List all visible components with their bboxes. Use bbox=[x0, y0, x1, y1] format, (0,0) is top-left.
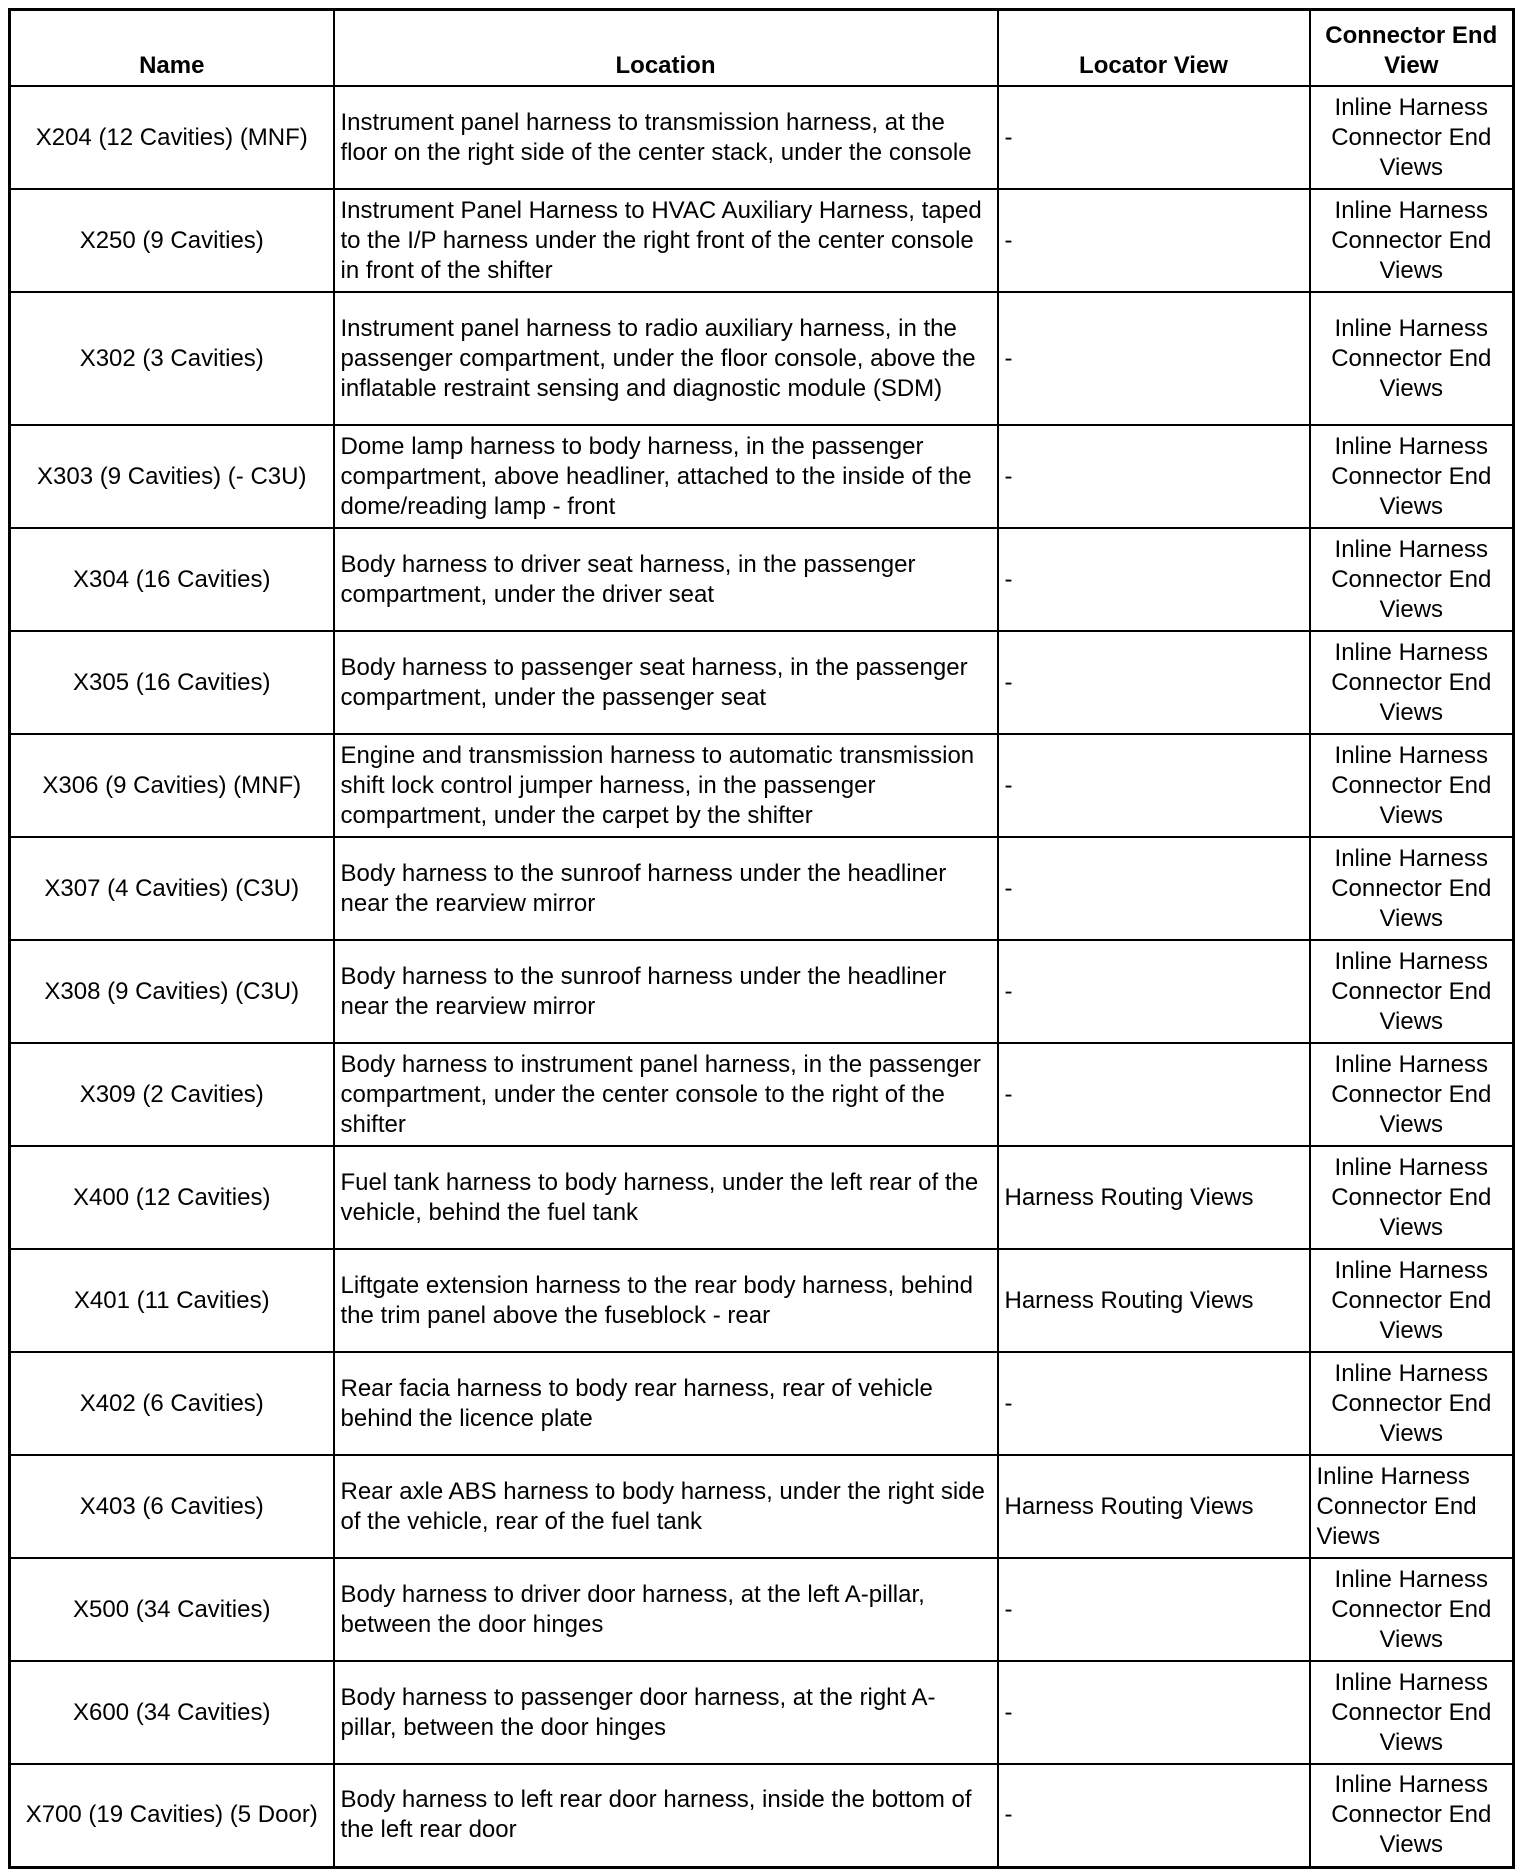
cell-name: X304 (16 Cavities) bbox=[10, 528, 334, 631]
cell-location: Body harness to the sunroof harness under the headliner near the rearview mirror bbox=[334, 940, 998, 1043]
cell-connector-end-view: Inline Harness Connector End Views bbox=[1310, 1558, 1514, 1661]
cell-locator-view: - bbox=[998, 1043, 1310, 1146]
cell-name: X204 (12 Cavities) (MNF) bbox=[10, 86, 334, 189]
cell-name: X309 (2 Cavities) bbox=[10, 1043, 334, 1146]
table-row bbox=[10, 292, 1514, 425]
connector-table bbox=[8, 8, 1515, 1869]
cell-name: X302 (3 Cavities) bbox=[10, 292, 334, 425]
cell-connector-end-view: Inline Harness Connector End Views bbox=[1310, 631, 1514, 734]
cell-location: Body harness to left rear door harness, inside the bottom of the left rear door bbox=[334, 1764, 998, 1867]
table-row bbox=[10, 734, 1514, 837]
cell-locator-view: - bbox=[998, 425, 1310, 528]
cell-connector-end-view: Inline Harness Connector End Views bbox=[1310, 528, 1514, 631]
cell-locator-view: - bbox=[998, 1558, 1310, 1661]
table-row bbox=[10, 86, 1514, 189]
cell-connector-end-view: Inline Harness Connector End Views bbox=[1310, 1146, 1514, 1249]
cell-location: Fuel tank harness to body harness, under the left rear of the vehicle, behind the fuel tank bbox=[334, 1146, 998, 1249]
table-row bbox=[10, 1764, 1514, 1867]
cell-connector-end-view: Inline Harness Connector End Views bbox=[1310, 1352, 1514, 1455]
cell-name: X305 (16 Cavities) bbox=[10, 631, 334, 734]
cell-location: Rear axle ABS harness to body harness, under the right side of the vehicle, rear of the fuel tank bbox=[334, 1455, 998, 1558]
cell-connector-end-view: Inline Harness Connector End Views bbox=[1310, 1661, 1514, 1764]
cell-locator-view: - bbox=[998, 734, 1310, 837]
cell-locator-view: - bbox=[998, 837, 1310, 940]
table-row bbox=[10, 1249, 1514, 1352]
cell-locator-view: - bbox=[998, 940, 1310, 1043]
cell-locator-view: - bbox=[998, 1661, 1310, 1764]
cell-name: X303 (9 Cavities) (- C3U) bbox=[10, 425, 334, 528]
header-row bbox=[10, 10, 1514, 87]
table-row bbox=[10, 1146, 1514, 1249]
cell-location: Body harness to driver seat harness, in the passenger compartment, under the driver seat bbox=[334, 528, 998, 631]
cell-location: Liftgate extension harness to the rear body harness, behind the trim panel above the fuseblock - rear bbox=[334, 1249, 998, 1352]
cell-locator-view: - bbox=[998, 631, 1310, 734]
cell-location: Body harness to passenger door harness, at the right A-pillar, between the door hinges bbox=[334, 1661, 998, 1764]
cell-locator-view: - bbox=[998, 86, 1310, 189]
cell-name: X308 (9 Cavities) (C3U) bbox=[10, 940, 334, 1043]
cell-name: X403 (6 Cavities) bbox=[10, 1455, 334, 1558]
cell-locator-view: - bbox=[998, 528, 1310, 631]
cell-location: Engine and transmission harness to automatic transmission shift lock control jumper harness, in the passenger compartment, under the carpet by the shifter bbox=[334, 734, 998, 837]
cell-location: Body harness to passenger seat harness, in the passenger compartment, under the passenger seat bbox=[334, 631, 998, 734]
cell-locator-view: - bbox=[998, 292, 1310, 425]
cell-location: Dome lamp harness to body harness, in the passenger compartment, above headliner, attached to the inside of the dome/reading lamp - front bbox=[334, 425, 998, 528]
cell-name: X700 (19 Cavities) (5 Door) bbox=[10, 1764, 334, 1867]
table-row bbox=[10, 940, 1514, 1043]
cell-name: X250 (9 Cavities) bbox=[10, 189, 334, 292]
header-name: Name bbox=[10, 10, 334, 87]
cell-name: X600 (34 Cavities) bbox=[10, 1661, 334, 1764]
cell-name: X307 (4 Cavities) (C3U) bbox=[10, 837, 334, 940]
cell-connector-end-view: Inline Harness Connector End Views bbox=[1310, 189, 1514, 292]
cell-name: X306 (9 Cavities) (MNF) bbox=[10, 734, 334, 837]
cell-connector-end-view: Inline Harness Connector End Views bbox=[1310, 1455, 1514, 1558]
cell-name: X400 (12 Cavities) bbox=[10, 1146, 334, 1249]
cell-location: Instrument panel harness to radio auxiliary harness, in the passenger compartment, under the floor console, above the inflatable restraint sensing and diagnostic module (SDM) bbox=[334, 292, 998, 425]
cell-connector-end-view: Inline Harness Connector End Views bbox=[1310, 734, 1514, 837]
cell-connector-end-view: Inline Harness Connector End Views bbox=[1310, 425, 1514, 528]
cell-locator-view: - bbox=[998, 1352, 1310, 1455]
cell-connector-end-view: Inline Harness Connector End Views bbox=[1310, 86, 1514, 189]
cell-location: Body harness to the sunroof harness under the headliner near the rearview mirror bbox=[334, 837, 998, 940]
cell-connector-end-view: Inline Harness Connector End Views bbox=[1310, 940, 1514, 1043]
header-location: Location bbox=[334, 10, 998, 87]
cell-name: X402 (6 Cavities) bbox=[10, 1352, 334, 1455]
cell-connector-end-view: Inline Harness Connector End Views bbox=[1310, 1249, 1514, 1352]
header-connector-end-view: Connector End View bbox=[1310, 10, 1514, 87]
cell-location: Body harness to driver door harness, at the left A-pillar, between the door hinges bbox=[334, 1558, 998, 1661]
cell-locator-view: Harness Routing Views bbox=[998, 1249, 1310, 1352]
table-row bbox=[10, 189, 1514, 292]
cell-connector-end-view: Inline Harness Connector End Views bbox=[1310, 292, 1514, 425]
cell-connector-end-view: Inline Harness Connector End Views bbox=[1310, 837, 1514, 940]
cell-location: Instrument Panel Harness to HVAC Auxiliary Harness, taped to the I/P harness under the right front of the center console in front of the shifter bbox=[334, 189, 998, 292]
header-locator-view: Locator View bbox=[998, 10, 1310, 87]
table-row bbox=[10, 631, 1514, 734]
table-row bbox=[10, 1043, 1514, 1146]
table-row bbox=[10, 837, 1514, 940]
table-row bbox=[10, 1352, 1514, 1455]
cell-location: Body harness to instrument panel harness, in the passenger compartment, under the center console to the right of the shifter bbox=[334, 1043, 998, 1146]
cell-location: Rear facia harness to body rear harness, rear of vehicle behind the licence plate bbox=[334, 1352, 998, 1455]
cell-location: Instrument panel harness to transmission harness, at the floor on the right side of the center stack, under the console bbox=[334, 86, 998, 189]
cell-locator-view: Harness Routing Views bbox=[998, 1146, 1310, 1249]
table-row bbox=[10, 1558, 1514, 1661]
table-row bbox=[10, 1455, 1514, 1558]
cell-locator-view: - bbox=[998, 1764, 1310, 1867]
cell-locator-view: - bbox=[998, 189, 1310, 292]
table-row bbox=[10, 528, 1514, 631]
cell-connector-end-view: Inline Harness Connector End Views bbox=[1310, 1043, 1514, 1146]
table-row bbox=[10, 1661, 1514, 1764]
table-row bbox=[10, 425, 1514, 528]
cell-connector-end-view: Inline Harness Connector End Views bbox=[1310, 1764, 1514, 1867]
cell-name: X401 (11 Cavities) bbox=[10, 1249, 334, 1352]
cell-locator-view: Harness Routing Views bbox=[998, 1455, 1310, 1558]
cell-name: X500 (34 Cavities) bbox=[10, 1558, 334, 1661]
